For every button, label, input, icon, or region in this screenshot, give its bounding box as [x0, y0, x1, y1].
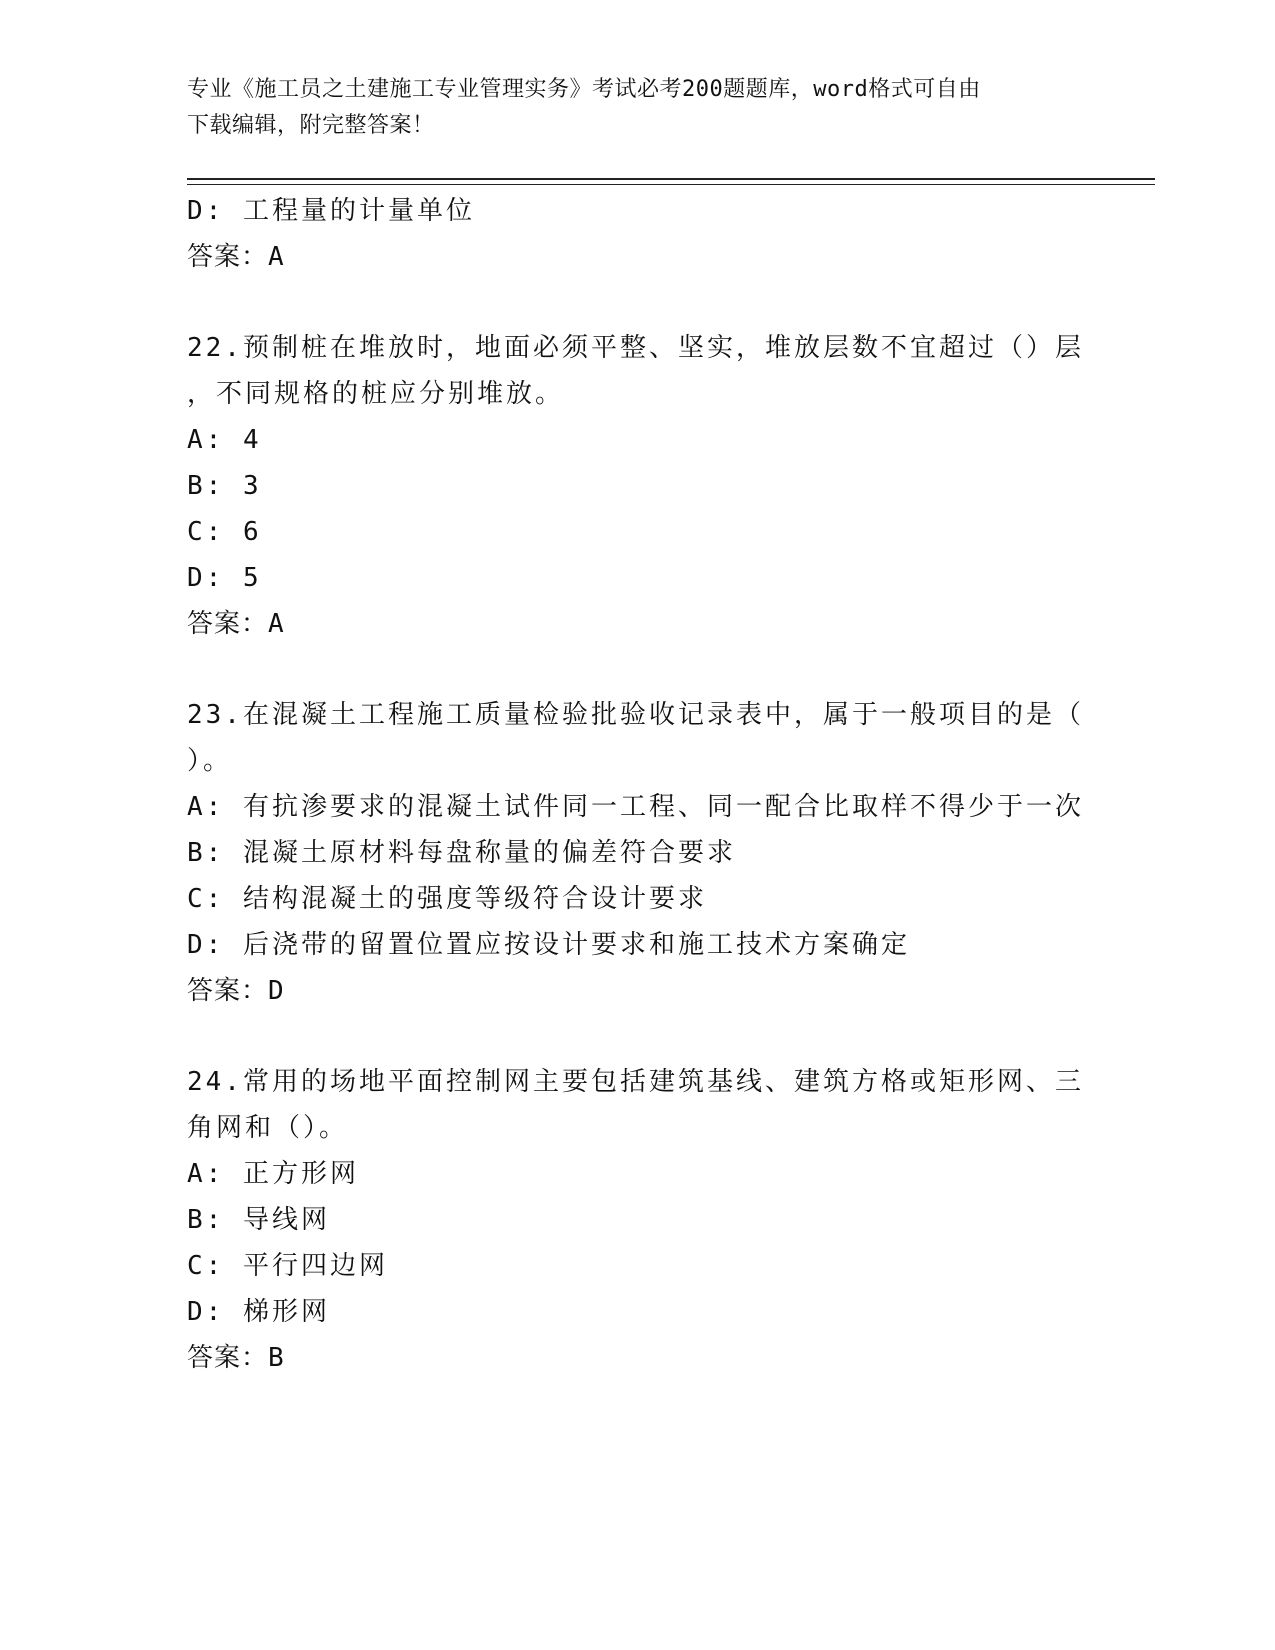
question-block-24 [187, 1059, 1087, 1381]
question-stem-line-2: ，不同规格的桩应分别堆放。 [187, 379, 565, 409]
answer-line: 答案：B [187, 1343, 285, 1373]
answer-line: 答案：A [187, 242, 285, 272]
question-block-22 [187, 325, 1087, 647]
option-a: A: 有抗渗要求的混凝土试件同一工程、同一配合比取样不得少于一次 [187, 792, 1084, 822]
option-b: B: 混凝土原材料每盘称量的偏差符合要求 [187, 838, 736, 868]
document-header [187, 72, 1067, 144]
option-d: D: 工程量的计量单位 [187, 196, 475, 226]
spacer [187, 280, 1087, 325]
option-b: B: 导线网 [187, 1205, 330, 1235]
question-stem-line-1: 22.预制桩在堆放时，地面必须平整、坚实，堆放层数不宜超过（）层 [187, 333, 1084, 363]
spacer [187, 647, 1087, 692]
option-d: D: 梯形网 [187, 1297, 330, 1327]
question-stem-line-2: 角网和（）。 [187, 1113, 349, 1143]
question-stem-line-1: 23.在混凝土工程施工质量检验批验收记录表中，属于一般项目的是（ [187, 700, 1084, 730]
answer-line: 答案：D [187, 976, 285, 1006]
header-divider-thick [187, 178, 1155, 180]
answer-line: 答案：A [187, 609, 285, 639]
header-divider-thin [187, 184, 1155, 185]
option-a: A: 正方形网 [187, 1159, 359, 1189]
option-c: C: 结构混凝土的强度等级符合设计要求 [187, 884, 707, 914]
header-line-1: 专业《施工员之土建施工专业管理实务》考试必考200题题库，word格式可自由 [187, 77, 981, 102]
option-a: A: 4 [187, 425, 262, 455]
option-d: D: 5 [187, 563, 262, 593]
question-block-23 [187, 692, 1087, 1014]
question-block-21-tail [187, 188, 1087, 280]
option-b: B: 3 [187, 471, 262, 501]
option-d: D: 后浇带的留置位置应按设计要求和施工技术方案确定 [187, 930, 910, 960]
header-line-2: 下载编辑，附完整答案！ [187, 113, 435, 138]
option-c: C: 平行四边网 [187, 1251, 388, 1281]
question-stem-line-1: 24.常用的场地平面控制网主要包括建筑基线、建筑方格或矩形网、三 [187, 1067, 1084, 1097]
question-stem-line-2: ）。 [187, 746, 233, 776]
spacer [187, 1014, 1087, 1059]
option-c: C: 6 [187, 517, 262, 547]
question-content [187, 188, 1087, 1381]
